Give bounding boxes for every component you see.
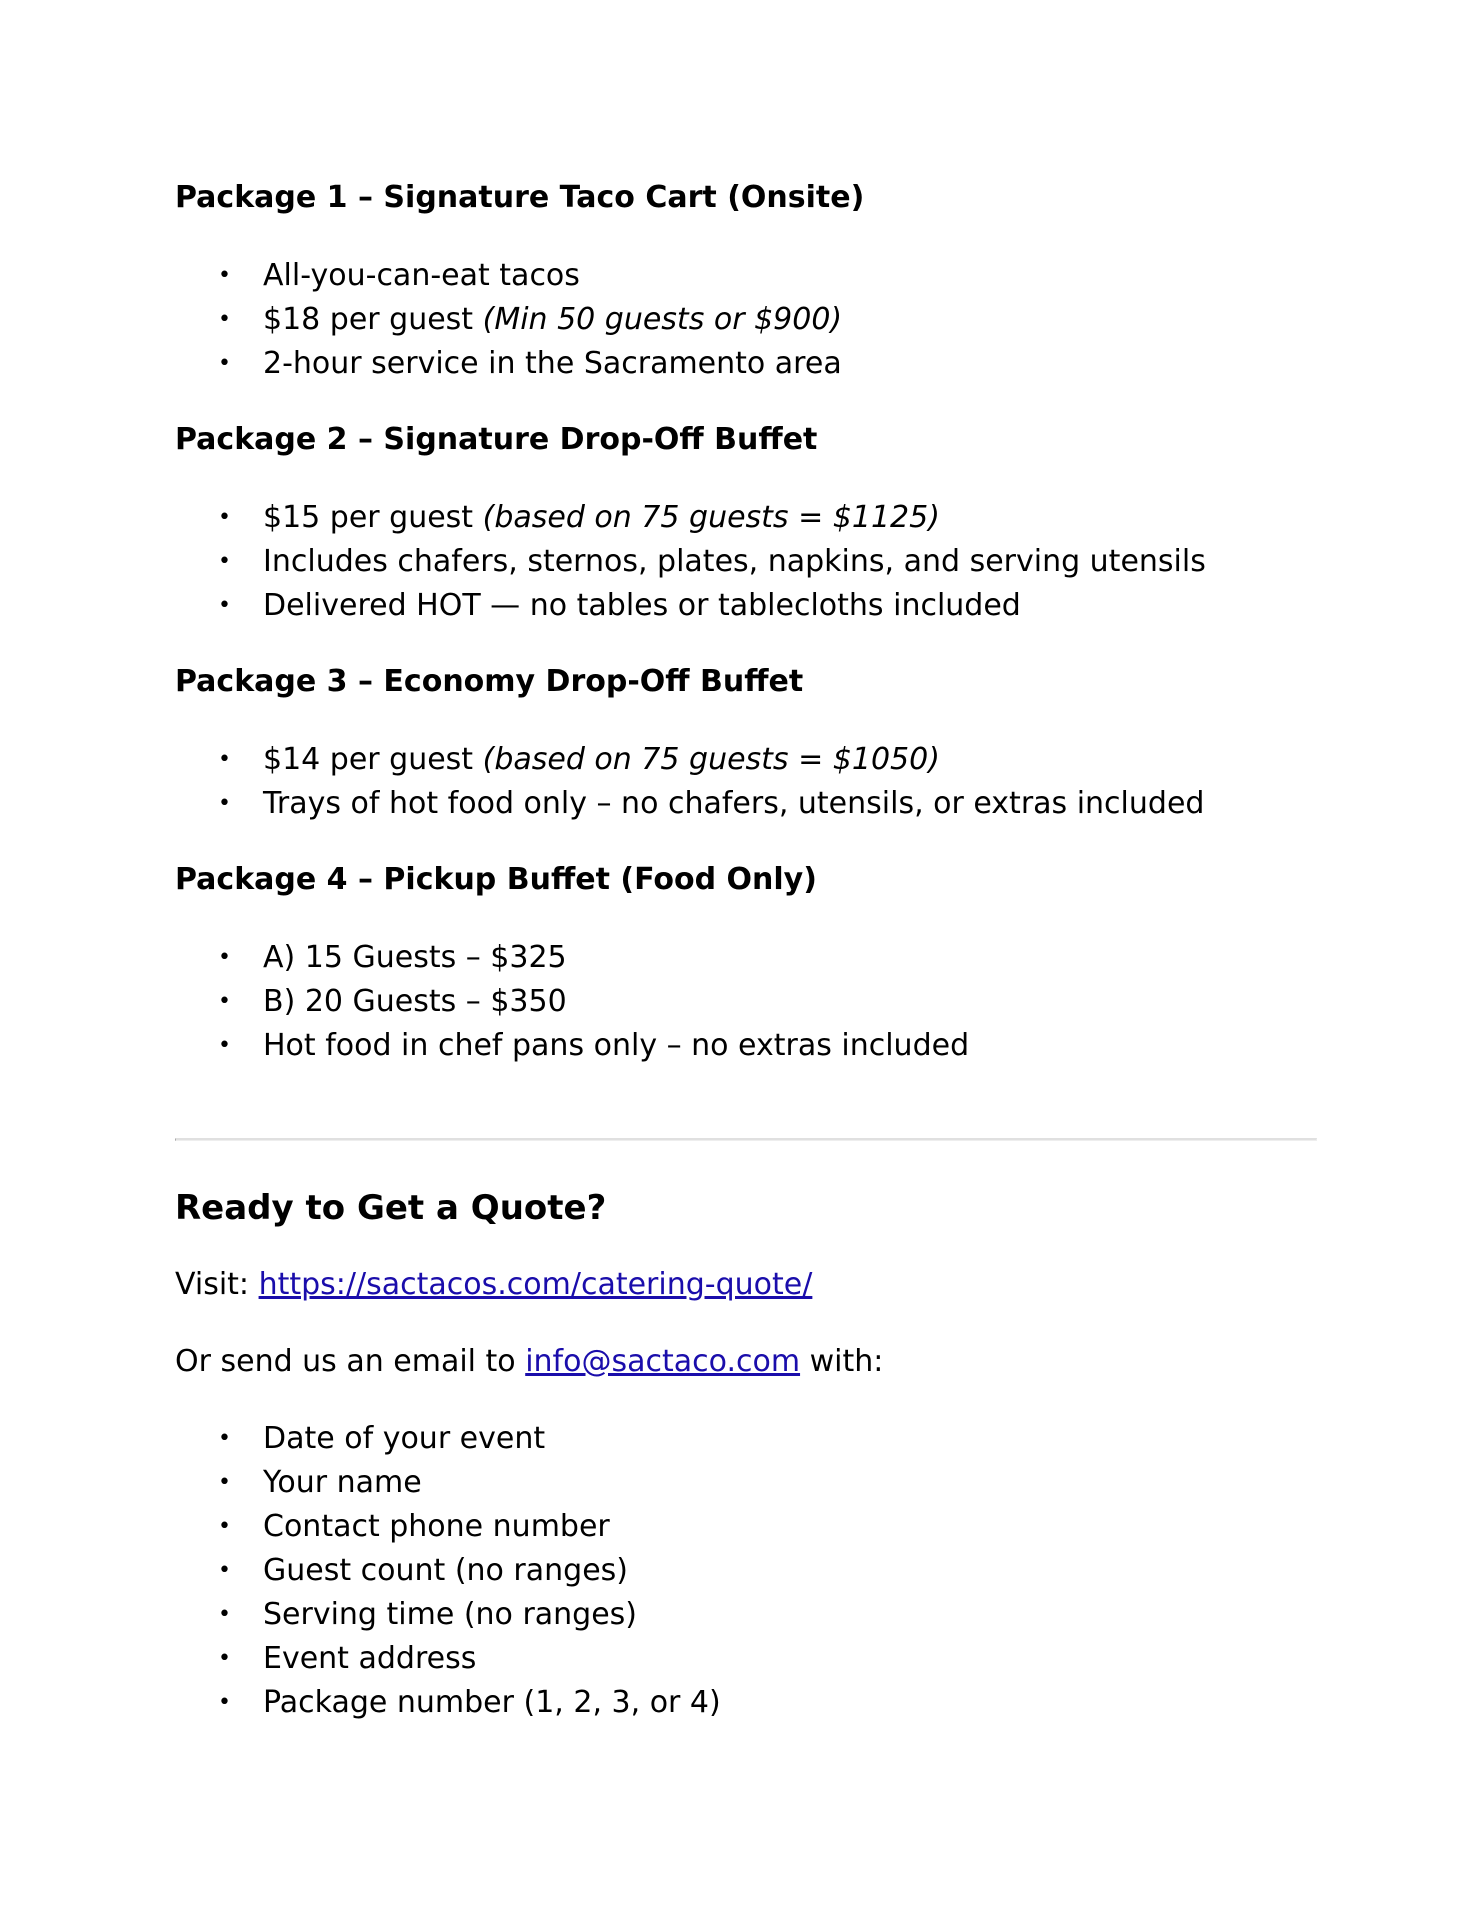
bullet-icon: • xyxy=(218,1690,231,1715)
email-prefix: Or send us an email to xyxy=(175,1344,526,1379)
list-item xyxy=(175,936,1315,980)
bullet-icon: • xyxy=(218,549,231,574)
list-item xyxy=(175,1417,1315,1461)
catering-quote-link[interactable]: https://sactacos.com/catering-quote/ xyxy=(258,1267,813,1302)
bullet-icon: • xyxy=(218,989,231,1014)
list-item xyxy=(175,980,1315,1024)
package-3-list xyxy=(175,738,1315,826)
bullet-icon: • xyxy=(218,307,231,332)
bullet-icon: • xyxy=(218,505,231,530)
list-item xyxy=(175,1637,1315,1681)
item-text: Event address xyxy=(263,1641,477,1676)
item-text: All-you-can-eat tacos xyxy=(263,258,580,293)
item-text: B) 20 Guests – $350 xyxy=(263,984,567,1019)
list-item xyxy=(175,496,1315,540)
item-text: Hot food in chef pans only – no extras included xyxy=(263,1028,970,1063)
bullet-icon: • xyxy=(218,791,231,816)
item-note: (based on 75 guests = $1125) xyxy=(482,500,940,535)
bullet-icon: • xyxy=(218,1514,231,1539)
bullet-icon: • xyxy=(218,1470,231,1495)
bullet-icon: • xyxy=(218,1602,231,1627)
list-item xyxy=(175,298,1315,342)
bullet-icon: • xyxy=(218,945,231,970)
bullet-icon: • xyxy=(218,747,231,772)
list-item xyxy=(175,1549,1315,1593)
visit-label: Visit: xyxy=(175,1267,259,1302)
list-item xyxy=(175,584,1315,628)
item-text: Includes chafers, sternos, plates, napkins, and serving utensils xyxy=(263,544,1206,579)
package-2-list xyxy=(175,496,1315,628)
list-item xyxy=(175,782,1315,826)
list-item xyxy=(175,1681,1315,1725)
item-note: (based on 75 guests = $1050) xyxy=(482,742,940,777)
item-text: $15 per guest xyxy=(263,500,483,535)
list-item xyxy=(175,540,1315,584)
bullet-icon: • xyxy=(218,1646,231,1671)
list-item xyxy=(175,1593,1315,1637)
package-1-title: Package 1 – Signature Taco Cart (Onsite) xyxy=(175,180,865,215)
document-content xyxy=(175,178,1315,1725)
quote-requirements-list xyxy=(175,1417,1315,1725)
bullet-icon: • xyxy=(218,593,231,618)
bullet-icon: • xyxy=(218,263,231,288)
package-3-title: Package 3 – Economy Drop-Off Buffet xyxy=(175,664,804,699)
list-item xyxy=(175,1024,1315,1068)
bullet-icon: • xyxy=(218,1426,231,1451)
bullet-icon: • xyxy=(218,1033,231,1058)
visit-line xyxy=(175,1263,1315,1307)
item-note: (Min 50 guests or $900) xyxy=(482,302,843,337)
package-4-title: Package 4 – Pickup Buffet (Food Only) xyxy=(175,862,817,897)
item-text: Package number (1, 2, 3, or 4) xyxy=(263,1685,721,1720)
bullet-icon: • xyxy=(218,1558,231,1583)
item-text: Guest count (no ranges) xyxy=(263,1553,628,1588)
item-text: 2-hour service in the Sacramento area xyxy=(263,346,842,381)
item-text: Your name xyxy=(263,1465,422,1500)
item-text: Serving time (no ranges) xyxy=(263,1597,638,1632)
email-line xyxy=(175,1340,1315,1384)
list-item xyxy=(175,738,1315,782)
package-4-list xyxy=(175,936,1315,1068)
item-text: Contact phone number xyxy=(263,1509,610,1544)
list-item xyxy=(175,342,1315,386)
quote-title: Ready to Get a Quote? xyxy=(175,1188,607,1228)
bullet-icon: • xyxy=(218,351,231,376)
list-item xyxy=(175,1461,1315,1505)
item-text: $18 per guest xyxy=(263,302,483,337)
item-text: $14 per guest xyxy=(263,742,483,777)
item-text: Delivered HOT — no tables or tablecloths included xyxy=(263,588,1021,623)
package-1-list xyxy=(175,254,1315,386)
item-text: Trays of hot food only – no chafers, utensils, or extras included xyxy=(263,786,1205,821)
list-item xyxy=(175,254,1315,298)
item-text: A) 15 Guests – $325 xyxy=(263,940,567,975)
list-item xyxy=(175,1505,1315,1549)
package-2-title: Package 2 – Signature Drop-Off Buffet xyxy=(175,422,818,457)
email-suffix: with: xyxy=(800,1344,884,1379)
item-text: Date of your event xyxy=(263,1421,546,1456)
email-link[interactable]: info@sactaco.com xyxy=(525,1344,801,1379)
